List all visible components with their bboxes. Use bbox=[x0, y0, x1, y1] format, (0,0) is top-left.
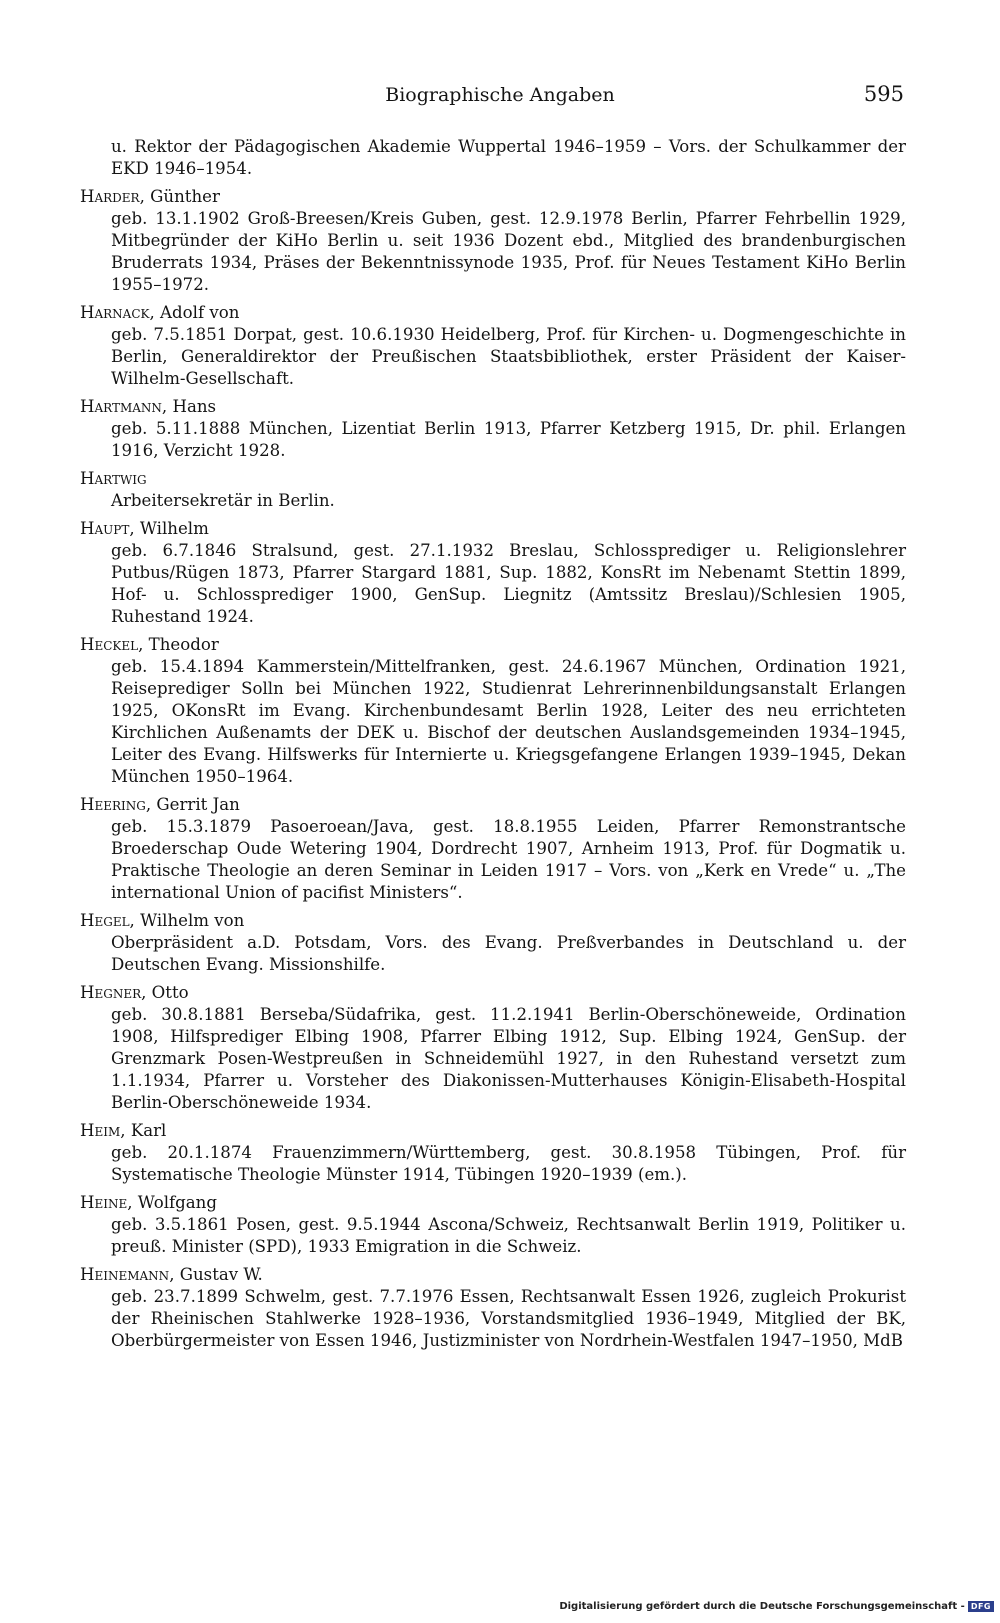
entry-biography: geb. 15.4.1894 Kammerstein/Mittelfranken, gest. 24.6.1967 München, Ordination 1921, Reiseprediger Solln bei München 1922, Studienrat Lehrerinnenbildungsanstalt Erlangen 1925, OKonsRt im Evang. Kirchenbundesamt Berlin 1928, Leiter des neu errichteten Kirchlichen Außenamts der DEK u. Bischof der deutschen Auslandsgemeinden 1934–1945, Leiter des Evang. Hilfswerks für Internierte u. Kriegsgefangene Erlangen 1939–1945, Dekan München 1950–1964. bbox=[111, 657, 906, 786]
entry-name bbox=[80, 1192, 906, 1214]
digitization-footer bbox=[559, 1601, 994, 1612]
biography-entry bbox=[80, 186, 906, 296]
entry-given-name: , Wilhelm von bbox=[129, 911, 245, 930]
entry-name bbox=[80, 518, 906, 540]
entry-name bbox=[80, 396, 906, 418]
entry-name bbox=[80, 186, 906, 208]
page-number: 595 bbox=[863, 82, 904, 106]
biography-list bbox=[80, 136, 906, 1358]
entry-biography: geb. 7.5.1851 Dorpat, gest. 10.6.1930 Heidelberg, Prof. für Kirchen- u. Dogmengeschichte in Berlin, Generaldirektor der Preußischen Staatsbibliothek, erster Präsident der Kaiser-Wilhelm-Gesellschaft. bbox=[111, 325, 906, 388]
entry-surname: Heine bbox=[80, 1193, 128, 1212]
entry-name bbox=[80, 1120, 906, 1142]
entry-biography: Arbeitersekretär in Berlin. bbox=[111, 491, 335, 510]
entry-name bbox=[80, 794, 906, 816]
entry-surname: Harnack bbox=[80, 303, 150, 322]
entry-given-name: , Gerrit Jan bbox=[145, 795, 240, 814]
entry-given-name: , Wilhelm bbox=[129, 519, 209, 538]
entry-surname: Heckel bbox=[80, 635, 139, 654]
entry-name bbox=[80, 302, 906, 324]
entry-surname: Hartwig bbox=[80, 469, 147, 488]
entry-given-name: , Gustav W. bbox=[169, 1265, 263, 1284]
biography-entry bbox=[80, 396, 906, 462]
page-header bbox=[0, 80, 1000, 112]
entry-surname: Hartmann bbox=[80, 397, 162, 416]
entries-container bbox=[80, 186, 906, 1352]
biography-entry bbox=[80, 634, 906, 788]
entry-name bbox=[80, 468, 906, 490]
entry-given-name: , Theodor bbox=[138, 635, 219, 654]
dfg-logo-icon: DFG bbox=[968, 1601, 994, 1612]
entry-given-name: , Wolfgang bbox=[127, 1193, 217, 1212]
entry-surname: Harder bbox=[80, 187, 140, 206]
entry-surname: Heering bbox=[80, 795, 146, 814]
entry-given-name: , Otto bbox=[141, 983, 189, 1002]
biography-entry bbox=[80, 910, 906, 976]
continued-entry-text: u. Rektor der Pädagogischen Akademie Wuppertal 1946–1959 – Vors. der Schulkammer der EKD 1946–1954. bbox=[111, 137, 906, 178]
biography-entry bbox=[80, 468, 906, 512]
entry-surname: Hegel bbox=[80, 911, 130, 930]
entry-surname: Hegner bbox=[80, 983, 142, 1002]
entry-name bbox=[80, 982, 906, 1004]
entry-biography: geb. 15.3.1879 Pasoeroean/Java, gest. 18.8.1955 Leiden, Pfarrer Remonstrantsche Broederschap Oude Wetering 1904, Dordrecht 1907, Arnheim 1913, Prof. für Dogmatik u. Praktische Theologie an deren Seminar in Leiden 1917 – Vors. von „Kerk en Vrede“ u. „The international Union of pacifist Ministers“. bbox=[111, 817, 906, 902]
entry-name bbox=[80, 634, 906, 656]
entry-biography: geb. 5.11.1888 München, Lizentiat Berlin 1913, Pfarrer Ketzberg 1915, Dr. phil. Erlangen 1916, Verzicht 1928. bbox=[111, 419, 906, 460]
running-title: Biographische Angaben bbox=[385, 84, 615, 106]
entry-biography: geb. 13.1.1902 Groß-Breesen/Kreis Guben, gest. 12.9.1978 Berlin, Pfarrer Fehrbellin 1929, Mitbegründer der KiHo Berlin u. seit 1936 Dozent ebd., Mitglied des brandenburgischen Bruderrats 1934, Präses der Bekenntnissynode 1935, Prof. für Neues Testament KiHo Berlin 1955–1972. bbox=[111, 209, 906, 294]
entry-biography: geb. 23.7.1899 Schwelm, gest. 7.7.1976 Essen, Rechtsanwalt Essen 1926, zugleich Prokurist der Rheinischen Stahlwerke 1928–1936, Vorstandsmitglied 1936–1949, Mitglied der BK, Oberbürgermeister von Essen 1946, Justizminister von Nordrhein-Westfalen 1947–1950, MdB bbox=[111, 1287, 906, 1350]
entry-biography: geb. 6.7.1846 Stralsund, gest. 27.1.1932 Breslau, Schlossprediger u. Religionslehrer Putbus/Rügen 1873, Pfarrer Stargard 1881, Sup. 1882, KonsRt im Nebenamt Stettin 1899, Hof- u. Schlossprediger 1900, GenSup. Liegnitz (Amtssitz Breslau)/Schlesien 1905, Ruhestand 1924. bbox=[111, 541, 906, 626]
entry-surname: Heim bbox=[80, 1121, 121, 1140]
entry-name bbox=[80, 1264, 906, 1286]
entry-surname: Heinemann bbox=[80, 1265, 170, 1284]
entry-name bbox=[80, 910, 906, 932]
biography-entry bbox=[80, 518, 906, 628]
entry-biography: Oberpräsident a.D. Potsdam, Vors. des Evang. Preßverbandes in Deutschland u. der Deutschen Evang. Missionshilfe. bbox=[111, 933, 906, 974]
footer-credit: Digitalisierung gefördert durch die Deutsche Forschungsgemeinschaft - bbox=[559, 1601, 965, 1612]
entry-biography: geb. 3.5.1861 Posen, gest. 9.5.1944 Ascona/Schweiz, Rechtsanwalt Berlin 1919, Politiker u. preuß. Minister (SPD), 1933 Emigration in die Schweiz. bbox=[111, 1215, 906, 1256]
biography-entry bbox=[80, 1120, 906, 1186]
entry-biography: geb. 30.8.1881 Berseba/Südafrika, gest. 11.2.1941 Berlin-Oberschöneweide, Ordination 1908, Hilfsprediger Elbing 1908, Pfarrer Elbing 1912, Sup. Elbing 1924, GenSup. der Grenzmark Posen-Westpreußen in Schneidemühl 1927, in den Ruhestand versetzt zum 1.1.1934, Pfarrer u. Vorsteher des Diakonissen-Mutterhauses Königin-Elisabeth-Hospital Berlin-Oberschöneweide 1934. bbox=[111, 1005, 906, 1112]
entry-surname: Haupt bbox=[80, 519, 130, 538]
entry-given-name: , Günther bbox=[139, 187, 220, 206]
entry-given-name: , Karl bbox=[120, 1121, 167, 1140]
biography-entry bbox=[80, 794, 906, 904]
biography-entry bbox=[80, 1192, 906, 1258]
biography-entry bbox=[80, 302, 906, 390]
biography-entry bbox=[80, 982, 906, 1114]
entry-biography: geb. 20.1.1874 Frauenzimmern/Württemberg, gest. 30.8.1958 Tübingen, Prof. für Systematische Theologie Münster 1914, Tübingen 1920–1939 (em.). bbox=[111, 1143, 906, 1184]
entry-given-name: , Hans bbox=[161, 397, 217, 416]
biography-entry bbox=[80, 1264, 906, 1352]
entry-given-name: , Adolf von bbox=[149, 303, 240, 322]
